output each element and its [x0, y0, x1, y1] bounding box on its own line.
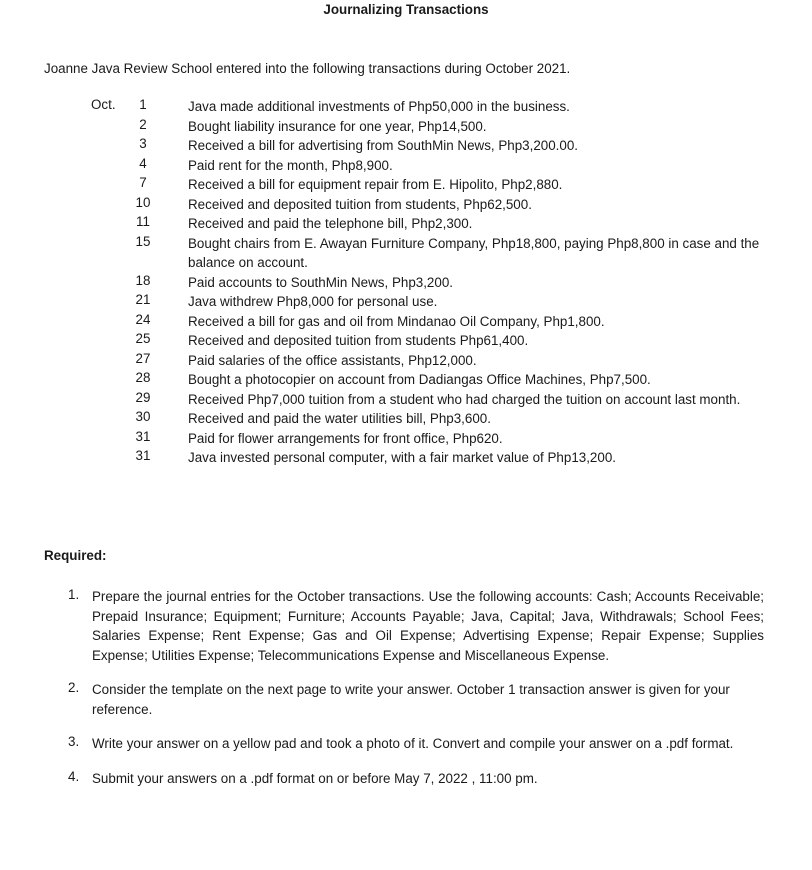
page-title: Journalizing Transactions: [323, 2, 489, 17]
transaction-text: Bought chairs from E. Awayan Furniture Company, Php18,800, paying Php8,800 in case and the balance on account.: [188, 235, 760, 270]
transaction-text: Java made additional investments of Php50,000 in the business.: [188, 99, 570, 114]
requirement-text: Consider the template on the next page to write your answer. October 1 transaction answer is given for your reference.: [92, 682, 730, 717]
transaction-text: Received and paid the water utilities bill, Php3,600.: [188, 411, 491, 426]
transaction-day: 21: [135, 292, 151, 307]
transaction-day: 15: [135, 233, 151, 249]
month-label: Oct.: [91, 97, 116, 112]
transaction-day: 30: [135, 409, 151, 424]
transaction-day: 27: [135, 350, 151, 366]
transaction-day: 7: [139, 175, 147, 190]
requirement-number: 2.: [68, 680, 80, 695]
transaction-row: [0, 195, 812, 215]
transaction-text: Bought liability insurance for one year, Php14,500.: [188, 118, 487, 134]
transaction-day: 25: [135, 331, 151, 346]
transaction-row: [0, 370, 812, 390]
transaction-text: Paid for flower arrangements for front office, Php620.: [188, 430, 503, 446]
transaction-day: 4: [139, 155, 147, 171]
transaction-row: [0, 117, 812, 137]
requirement-item: [0, 587, 812, 665]
transaction-row: [0, 292, 812, 312]
transaction-day: 2: [139, 116, 147, 132]
transaction-row: [0, 175, 812, 195]
transaction-row: [0, 234, 812, 273]
transaction-text: Bought a photocopier on account from Dadiangas Office Machines, Php7,500.: [188, 372, 651, 387]
transaction-list: [0, 97, 812, 468]
transaction-text: Received a bill for equipment repair from E. Hipolito, Php2,880.: [188, 177, 563, 192]
transaction-row: [0, 448, 812, 468]
transaction-row: [0, 273, 812, 293]
transaction-row: [0, 97, 812, 117]
transaction-day: 31: [135, 448, 151, 463]
requirement-item: [0, 769, 812, 789]
requirements-list: [0, 587, 812, 803]
transaction-row: [0, 351, 812, 371]
transaction-text: Received Php7,000 tuition from a student who had charged the tuition on account last month.: [188, 391, 741, 407]
requirement-number: 4.: [68, 768, 80, 784]
requirement-item: [0, 680, 812, 719]
requirement-text: Submit your answers on a .pdf format on or before May 7, 2022 , 11:00 pm.: [92, 770, 538, 786]
transaction-text: Java invested personal computer, with a fair market value of Php13,200.: [188, 450, 616, 465]
transaction-row: [0, 214, 812, 234]
transaction-text: Received and deposited tuition from students, Php62,500.: [188, 196, 532, 212]
transaction-day: 10: [135, 194, 151, 210]
transaction-row: [0, 409, 812, 429]
transaction-day: 24: [135, 311, 151, 327]
transaction-text: Paid salaries of the office assistants, Php12,000.: [188, 352, 477, 368]
requirement-number: 1.: [68, 587, 80, 602]
transaction-day: 28: [135, 370, 151, 385]
transaction-text: Received a bill for advertising from SouthMin News, Php3,200.00.: [188, 138, 579, 153]
transaction-row: [0, 312, 812, 332]
transaction-row: [0, 156, 812, 176]
transaction-day: 3: [139, 136, 147, 151]
transaction-day: 18: [135, 272, 151, 288]
transaction-text: Paid accounts to SouthMin News, Php3,200.: [188, 274, 453, 290]
transaction-text: Received a bill for gas and oil from Mindanao Oil Company, Php1,800.: [188, 313, 605, 329]
transaction-text: Received and deposited tuition from students Php61,400.: [188, 333, 529, 348]
required-heading: Required:: [44, 548, 107, 563]
transaction-day: 29: [135, 389, 151, 405]
transaction-row: [0, 136, 812, 156]
intro-text: Joanne Java Review School entered into the following transactions during October 2021.: [44, 61, 571, 76]
transaction-row: [0, 390, 812, 410]
requirement-number: 3.: [68, 734, 80, 749]
transaction-text: Java withdrew Php8,000 for personal use.: [188, 294, 438, 309]
requirement-text: Prepare the journal entries for the October transactions. Use the following accounts: Cash; Accounts Receivable; Prepaid Insurance; Equipment; Furniture; Accounts Payable; Java, Capital; Java, Withdrawals; School Fees; Salaries Expense; Rent Expense; Gas and Oil Expense; Advertising Expense; Repair Expense; Supplies Expense; Utilities Expense; Telecommunications Expense and Miscellaneous Expense.: [92, 589, 764, 663]
transaction-text: Received and paid the telephone bill, Php2,300.: [188, 216, 473, 231]
transaction-row: [0, 331, 812, 351]
transaction-day: 1: [139, 97, 147, 112]
requirement-text: Write your answer on a yellow pad and took a photo of it. Convert and compile your answer on a .pdf format.: [92, 736, 734, 751]
requirement-item: [0, 734, 812, 754]
transaction-text: Paid rent for the month, Php8,900.: [188, 157, 393, 173]
transaction-day: 11: [136, 214, 150, 229]
transaction-day: 31: [135, 428, 151, 444]
transaction-row: [0, 429, 812, 449]
